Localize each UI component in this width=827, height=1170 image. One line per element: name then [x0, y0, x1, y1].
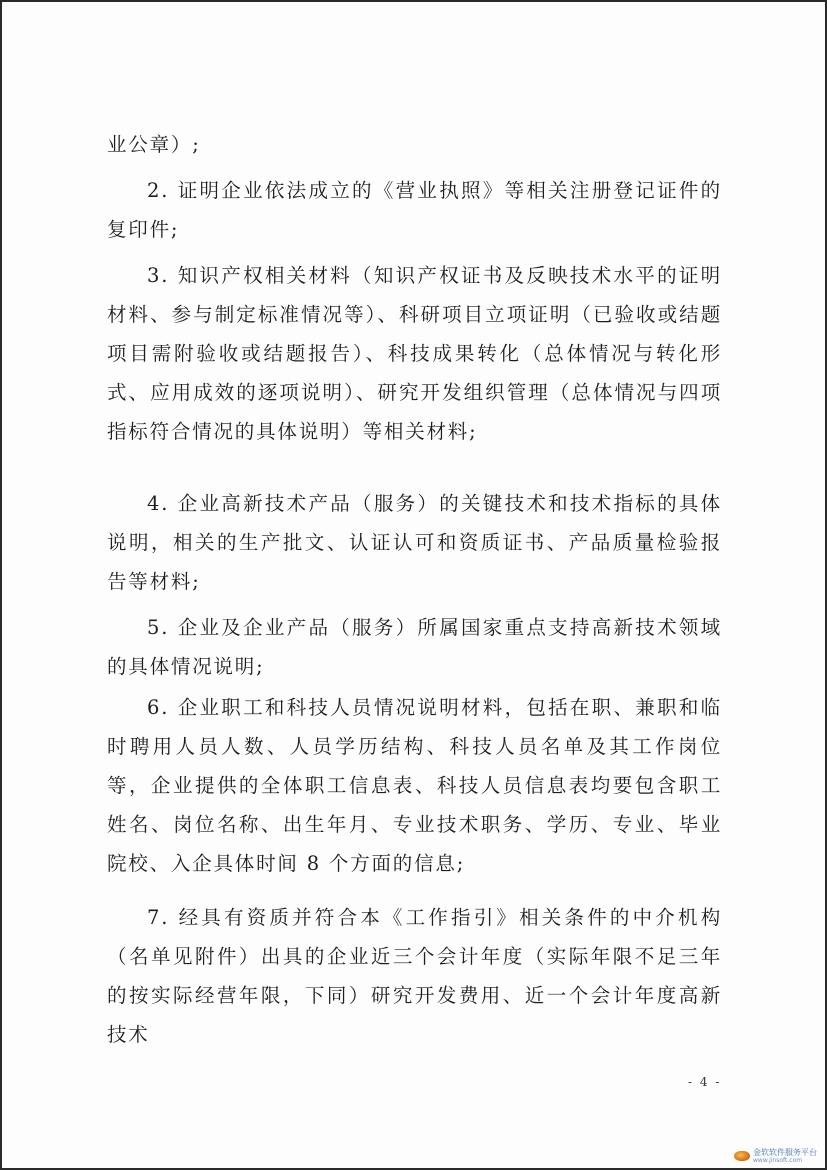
- paragraph-item-6: 6. 企业职工和科技人员情况说明材料，包括在职、兼职和临时聘用人员人数、人员学历结构、科技人员名单及其工作岗位等，企业提供的全体职工信息表、科技人员信息表均要包含职工姓名、岗位名称、出生年月、专业技术职务、学历、专业、毕业院校、入企具体时间 8 个方面的信息;: [107, 696, 722, 875]
- paragraph-item-2: 2. 证明企业依法成立的《营业执照》等相关注册登记证件的复印件;: [107, 179, 722, 241]
- paragraph-item-7: 7. 经具有资质并符合本《工作指引》相关条件的中介机构（名单见附件）出具的企业近三个会计年度（实际年限不足三年的按实际经营年限，下同）研究开发费用、近一个会计年度高新技术: [107, 906, 722, 1046]
- watermark-url: www.jinsoft.com: [753, 1157, 803, 1164]
- watermark-logo-icon: [734, 1151, 750, 1161]
- paragraph-continuation: 业公章）;: [107, 133, 201, 156]
- watermark: [734, 1148, 817, 1164]
- paragraph-item-5: 5. 企业及企业产品（服务）所属国家重点支持高新技术领域的具体情况说明;: [107, 616, 722, 678]
- watermark-name: 金软软件服务平台: [753, 1148, 817, 1157]
- page-number: - 4 -: [688, 1075, 722, 1089]
- paragraph-item-4: 4. 企业高新技术产品（服务）的关键技术和技术指标的具体说明，相关的生产批文、认证认可和资质证书、产品质量检验报告等材料;: [107, 492, 722, 593]
- paragraph-item-3: 3. 知识产权相关材料（知识产权证书及反映技术水平的证明材料、参与制定标准情况等）、科研项目立项证明（已验收或结题项目需附验收或结题报告）、科技成果转化（总体情况与转化形式、应用成效的逐项说明）、研究开发组织管理（总体情况与四项指标符合情况的具体说明）等相关材料;: [107, 264, 722, 443]
